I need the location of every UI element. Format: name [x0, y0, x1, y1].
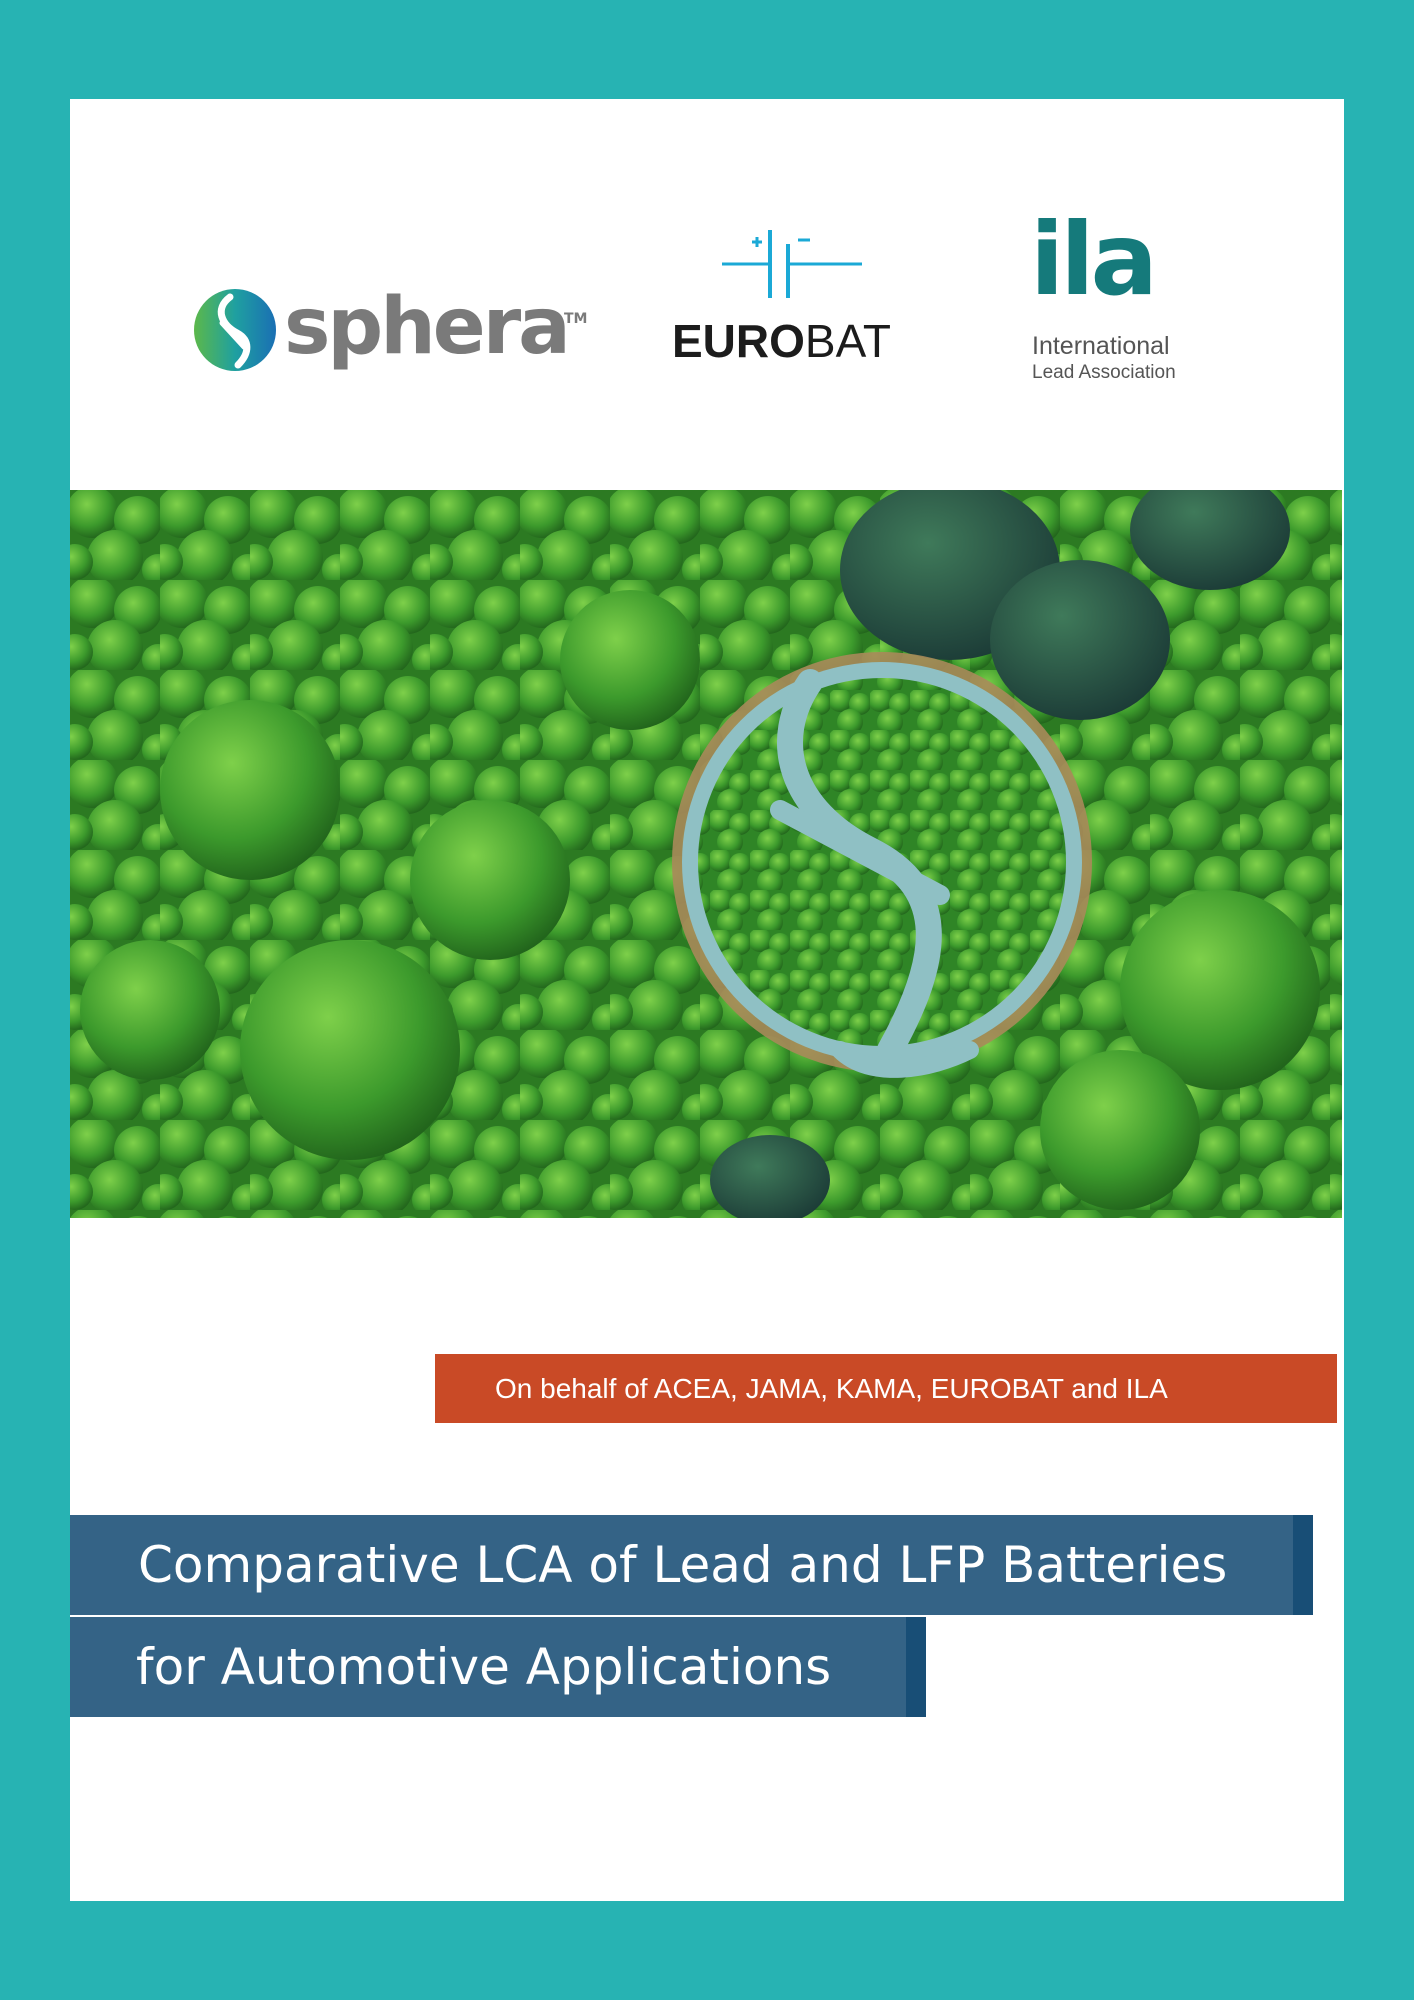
- ila-subtitle-line2: Lead Association: [1032, 362, 1176, 383]
- ila-logo: [1030, 201, 1240, 394]
- ila-subtitle-line1: International: [1032, 332, 1170, 360]
- sphera-logo: [192, 282, 602, 381]
- title-line2-text: for Automotive Applications: [136, 1638, 832, 1696]
- sphera-wordmark: sphera: [284, 282, 568, 372]
- sphera-emblem-icon: [192, 287, 278, 373]
- title-banner-line1: [70, 1515, 1313, 1615]
- title-banner-line2: [70, 1617, 926, 1717]
- title-line1-text: Comparative LCA of Lead and LFP Batteries: [138, 1536, 1228, 1594]
- on-behalf-banner: On behalf of ACEA, JAMA, KAMA, EUROBAT and ILA: [435, 1354, 1337, 1423]
- title-banner-edge: [906, 1617, 926, 1717]
- forest-aerial-image: [70, 490, 1342, 1218]
- cover-page: [70, 99, 1344, 1901]
- battery-symbol-icon: [722, 224, 862, 316]
- eurobat-logo: [672, 224, 932, 367]
- title-banner-edge: [1293, 1515, 1313, 1615]
- sphera-trademark: TM: [564, 311, 588, 327]
- eurobat-wordmark-light: BAT: [804, 315, 891, 367]
- ila-wordmark: ila: [1030, 201, 1155, 318]
- eurobat-wordmark: [672, 316, 891, 366]
- eurobat-wordmark-bold: EURO: [672, 315, 805, 367]
